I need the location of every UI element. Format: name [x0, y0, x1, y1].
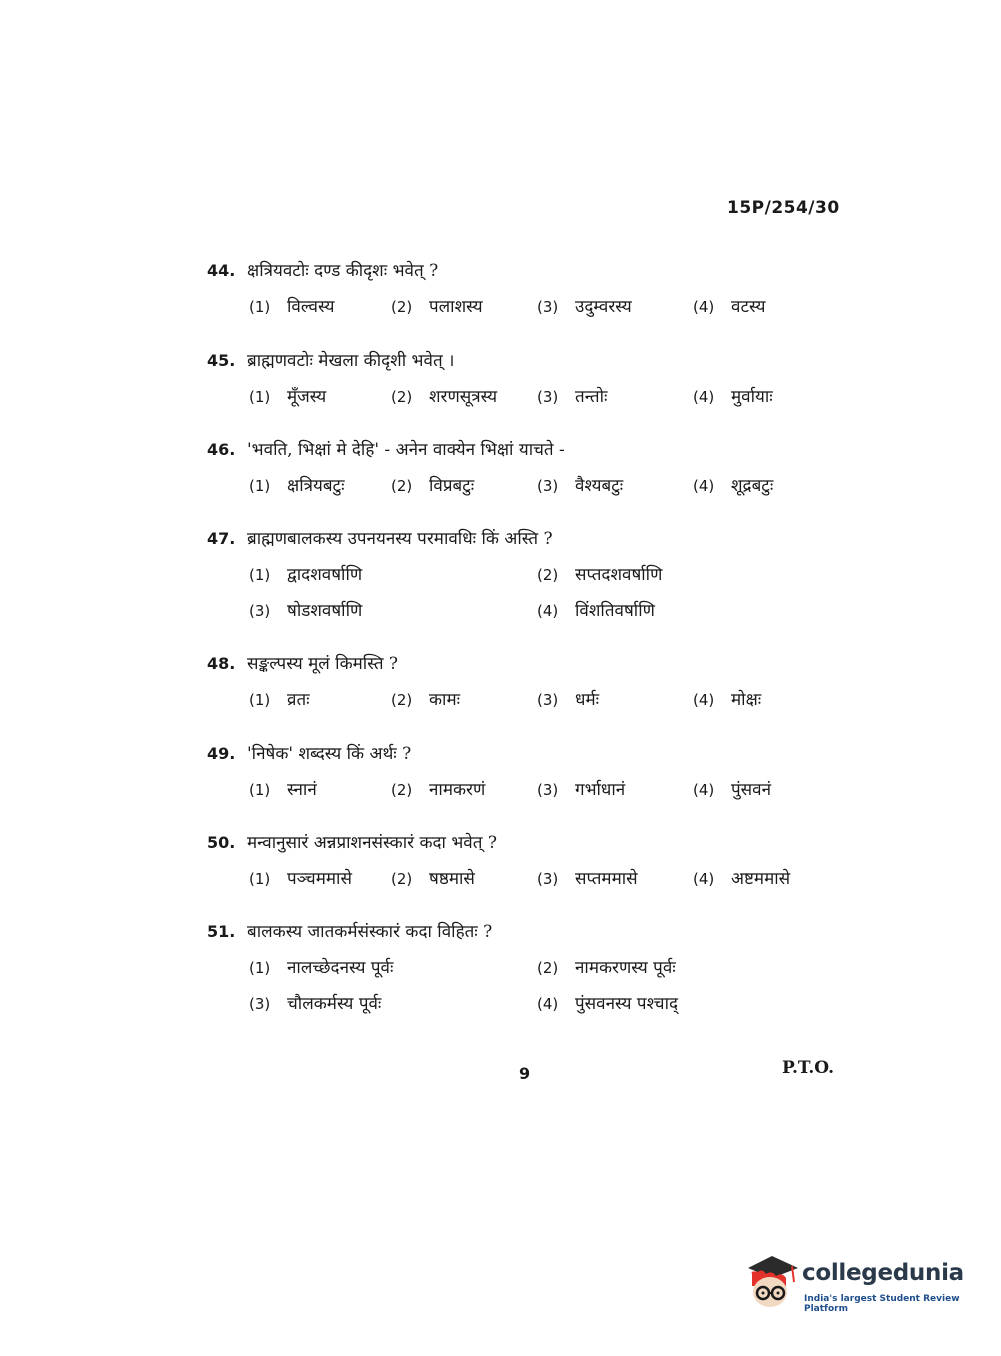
question-number: 46.: [207, 440, 236, 459]
option-number: (4): [693, 870, 715, 888]
question-51: [207, 919, 847, 1027]
option-number: (1): [249, 781, 271, 799]
option-1: [249, 866, 352, 889]
option-text: व्रतः: [287, 690, 310, 710]
option-number: (3): [249, 602, 271, 620]
option-text: मोक्षः: [731, 690, 762, 710]
option-4: [693, 687, 761, 710]
option-text: वटस्य: [731, 297, 766, 317]
question-45: [207, 348, 847, 420]
question-text: ब्राह्मणवटोः मेखला कीदृशी भवेत् ।: [247, 351, 455, 371]
option-3: [537, 866, 638, 889]
option-text: शरणसूत्रस्य: [429, 387, 498, 407]
option-2: [391, 294, 483, 317]
option-1: [249, 562, 362, 585]
option-4: [693, 866, 790, 889]
option-2: [391, 866, 475, 889]
option-text: कामः: [429, 690, 461, 710]
option-text: सप्तममासे: [575, 869, 638, 889]
option-number: (2): [391, 388, 413, 406]
option-number: (2): [391, 691, 413, 709]
option-text: मूँजस्य: [287, 387, 327, 407]
question-number: 49.: [207, 744, 236, 763]
paper-code: 15P/254/30: [727, 198, 840, 218]
option-text: नालच्छेदनस्य पूर्वः: [287, 958, 394, 978]
option-number: (4): [537, 995, 559, 1013]
option-text: गर्भाधानं: [575, 780, 626, 800]
question-number: 51.: [207, 922, 236, 941]
option-3: [537, 473, 623, 496]
option-4: [537, 991, 678, 1014]
option-2: [391, 777, 485, 800]
option-number: (4): [537, 602, 559, 620]
option-text: तन्तोः: [575, 387, 608, 407]
option-text: सप्तदशवर्षाणि: [575, 565, 663, 585]
page-number: 9: [519, 1064, 531, 1083]
question-number: 47.: [207, 529, 236, 548]
question-46: [207, 437, 847, 509]
option-2: [537, 955, 676, 978]
option-text: क्षत्रियबटुः: [287, 476, 345, 496]
option-number: (2): [391, 298, 413, 316]
option-number: (2): [537, 959, 559, 977]
option-text: नामकरणं: [429, 780, 486, 800]
option-text: षष्ठमासे: [429, 869, 475, 889]
option-number: (2): [391, 870, 413, 888]
option-2: [391, 473, 474, 496]
question-49: [207, 741, 847, 813]
option-2: [537, 562, 662, 585]
option-1: [249, 294, 334, 317]
option-text: चौलकर्मस्य पूर्वः: [287, 994, 382, 1014]
option-number: (1): [249, 477, 271, 495]
question-number: 45.: [207, 351, 236, 370]
option-text: पलाशस्य: [429, 297, 483, 317]
option-1: [249, 384, 326, 407]
option-text: नामकरणस्य पूर्वः: [575, 958, 676, 978]
question-text: सङ्कल्पस्य मूलं किमस्ति ?: [247, 654, 399, 674]
option-number: (3): [537, 691, 559, 709]
collegedunia-logo: [742, 1250, 972, 1314]
option-1: [249, 687, 310, 710]
option-text: वैश्यबटुः: [575, 476, 624, 496]
question-text: बालकस्य जातकर्मसंस्कारं कदा विहितः ?: [247, 922, 493, 942]
question-50: [207, 830, 847, 902]
option-3: [537, 777, 625, 800]
option-number: (3): [537, 477, 559, 495]
option-number: (3): [249, 995, 271, 1013]
option-number: (1): [249, 691, 271, 709]
option-number: (2): [537, 566, 559, 584]
question-number: 48.: [207, 654, 236, 673]
question-number: 50.: [207, 833, 236, 852]
option-4: [693, 294, 766, 317]
option-3: [249, 598, 362, 621]
option-number: (3): [537, 870, 559, 888]
question-number: 44.: [207, 261, 236, 280]
option-number: (3): [537, 388, 559, 406]
option-text: पुंसवनं: [731, 780, 772, 800]
option-number: (4): [693, 691, 715, 709]
question-text: ब्राह्मणबालकस्य उपनयनस्य परमावधिः किं अस्ति ?: [247, 529, 553, 549]
option-number: (4): [693, 781, 715, 799]
question-text: मन्वानुसारं अन्नप्राशनसंस्कारं कदा भवेत् ?: [247, 833, 497, 853]
option-text: स्नानं: [287, 780, 317, 800]
option-number: (2): [391, 781, 413, 799]
option-3: [537, 687, 599, 710]
question-text: 'भवति, भिक्षां मे देहि' - अनेन वाक्येन भिक्षां याचते -: [247, 440, 565, 460]
question-44: [207, 258, 847, 330]
option-number: (1): [249, 298, 271, 316]
option-number: (3): [537, 298, 559, 316]
option-1: [249, 777, 317, 800]
logo-name: collegedunia: [802, 1260, 964, 1286]
option-3: [537, 384, 607, 407]
question-48: [207, 651, 847, 723]
option-text: पुंसवनस्य पश्चाद्: [575, 994, 679, 1014]
option-number: (2): [391, 477, 413, 495]
option-number: (1): [249, 388, 271, 406]
option-4: [537, 598, 655, 621]
option-4: [693, 473, 773, 496]
option-text: अष्टममासे: [731, 869, 791, 889]
question-text: 'निषेक' शब्दस्य किं अर्थः ?: [247, 744, 412, 764]
option-number: (4): [693, 477, 715, 495]
option-4: [693, 777, 771, 800]
option-number: (1): [249, 566, 271, 584]
pto-label: P.T.O.: [782, 1058, 834, 1078]
option-text: पञ्चममासे: [287, 869, 352, 889]
option-number: (4): [693, 298, 715, 316]
option-number: (1): [249, 870, 271, 888]
option-1: [249, 955, 393, 978]
mascot-icon: [742, 1250, 802, 1314]
question-text: क्षत्रियवटोः दण्ड कीदृशः भवेत् ?: [247, 261, 439, 281]
question-47: [207, 526, 847, 634]
option-number: (1): [249, 959, 271, 977]
option-3: [249, 991, 381, 1014]
option-text: द्वादशवर्षाणि: [287, 565, 363, 585]
option-3: [537, 294, 632, 317]
option-2: [391, 687, 460, 710]
option-4: [693, 384, 773, 407]
logo-tagline: India's largest Student Review Platform: [804, 1294, 960, 1314]
option-text: शूद्रबटुः: [731, 476, 774, 496]
option-text: षोडशवर्षाणि: [287, 601, 363, 621]
option-number: (4): [693, 388, 715, 406]
option-text: धर्मः: [575, 690, 600, 710]
option-text: विंशतिवर्षाणि: [575, 601, 655, 621]
option-text: मुर्वायाः: [731, 387, 773, 407]
option-text: उदुम्वरस्य: [575, 297, 632, 317]
option-text: विल्वस्य: [287, 297, 335, 317]
option-1: [249, 473, 345, 496]
option-2: [391, 384, 497, 407]
option-text: विप्रबटुः: [429, 476, 475, 496]
option-number: (3): [537, 781, 559, 799]
